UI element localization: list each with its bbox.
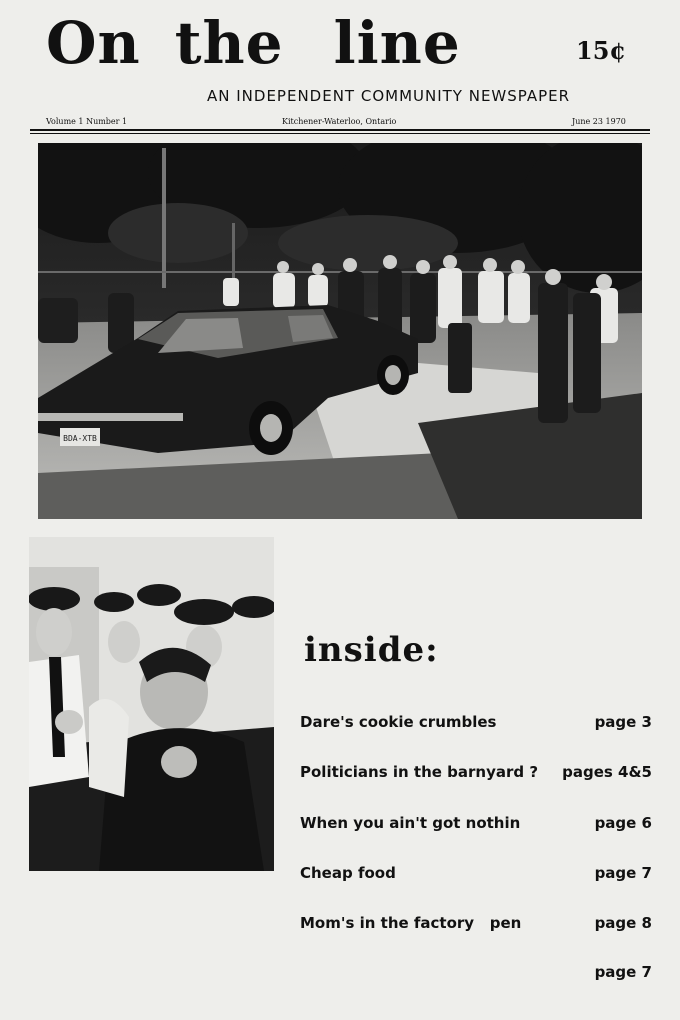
toc-item-title: Dare's cookie crumbles [300, 713, 497, 731]
toc-item [300, 914, 652, 938]
photo-crowd-and-car [38, 143, 642, 519]
issue-date: June 23 1970 [572, 117, 626, 126]
photo-police-arrest-image [29, 537, 274, 871]
masthead-title-word: the [174, 9, 284, 77]
toc-item-page: page 8 [594, 914, 652, 932]
price-label: 15¢ [576, 36, 627, 65]
masthead-title-word: On [46, 9, 141, 77]
toc-item-page: page 6 [594, 814, 652, 832]
masthead-rule [30, 129, 650, 131]
toc-item-title: Cheap food [300, 864, 396, 882]
photo-crowd-and-car-image [38, 143, 642, 519]
masthead-title [46, 9, 461, 77]
tagline: AN INDEPENDENT COMMUNITY NEWSPAPER [207, 87, 571, 105]
toc-item-page: pages 4&5 [562, 763, 652, 781]
toc-item [300, 763, 652, 787]
location: Kitchener-Waterloo, Ontario [282, 117, 397, 126]
masthead-title-word: line [333, 9, 461, 77]
toc-item-page: page 3 [594, 713, 652, 731]
photo-police-arrest [29, 537, 274, 871]
toc-item-title: When you ain't got nothin [300, 814, 521, 832]
toc-item [300, 814, 652, 838]
toc-extra-page: page 7 [594, 963, 652, 981]
volume-number: Volume 1 Number 1 [46, 117, 128, 126]
toc-item [300, 713, 652, 737]
masthead-rule-thin [30, 133, 650, 134]
toc-item-title: Politicians in the barnyard ? [300, 763, 539, 781]
license-plate-text: BDA-XTB [63, 434, 97, 443]
toc-item [300, 864, 652, 888]
toc-item-title: Mom's in the factory pen [300, 914, 522, 932]
inside-heading: inside: [304, 630, 439, 670]
toc-item-page: page 7 [594, 864, 652, 882]
